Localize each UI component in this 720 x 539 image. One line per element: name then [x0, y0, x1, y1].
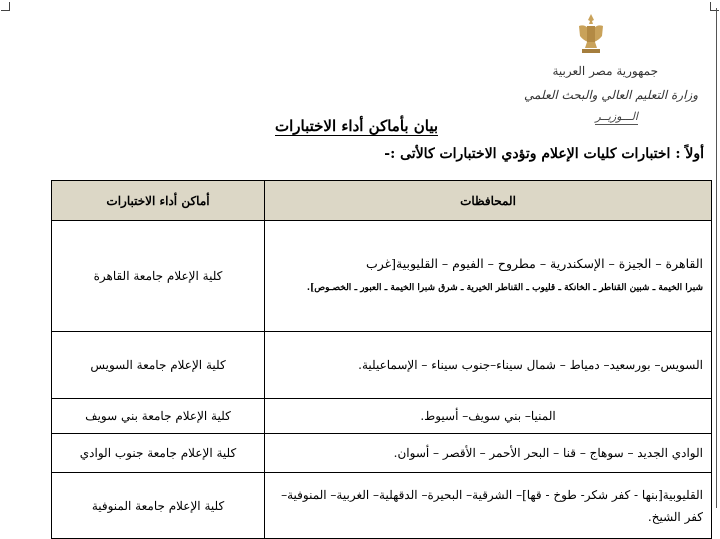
page-edge	[716, 8, 717, 508]
table-row	[52, 399, 712, 434]
venue-cell: كلية الإعلام جامعة جنوب الوادي	[52, 434, 265, 473]
letterhead-ministry: وزارة التعليم العالي والبحث العلمي	[524, 88, 698, 102]
letterhead-minister: الـــوزيــر	[595, 110, 638, 123]
governorates-cell: القليوبية[بنها - كفر شكر- طوخ - قها]– الشرقية– البحيرة– الدقهلية– الغربية– المنوفية– كفر الشيخ.	[265, 473, 712, 539]
exam-locations-table	[51, 180, 712, 539]
header-governorates: المحافظات	[265, 181, 712, 221]
table-row	[52, 434, 712, 473]
governorates-cell: المنيا– بني سويف– أسيوط.	[265, 399, 712, 434]
table-row	[52, 221, 712, 332]
venue-cell: كلية الإعلام جامعة بني سويف	[52, 399, 265, 434]
crop-mark-top-left	[1, 2, 10, 11]
venue-cell: كلية الإعلام جامعة القاهرة	[52, 221, 265, 332]
governorates-cell	[265, 221, 712, 332]
letterhead	[498, 12, 698, 124]
header-venues: أماكن أداء الاختبارات	[52, 181, 265, 221]
eagle-emblem-icon	[576, 12, 606, 58]
venue-cell: كلية الإعلام جامعة المنوفية	[52, 473, 265, 539]
table-header-row	[52, 181, 712, 221]
venue-cell: كلية الإعلام جامعة السويس	[52, 332, 265, 399]
governorates-subtext: شبرا الخيمة ـ شبين القناطر ـ الخانكة ـ قليوب ـ القناطر الخيرية ـ شرق شبرا الخيمة ـ العبور ـ الخصـوص].	[306, 283, 703, 293]
crop-mark-top-right	[710, 2, 719, 11]
governorates-cell: السويس– بورسعيد– دمياط – شمال سيناء–جنوب سيناء – الإسماعيلية.	[265, 332, 712, 399]
governorates-cell: الوادي الجديد – سوهاج – قنا – البحر الأحمر – الأقصر – أسوان.	[265, 434, 712, 473]
document-subtitle: أولاً : اختبارات كليات الإعلام وتؤدي الاختبارات كالأتى :-	[384, 146, 704, 162]
governorates-text: القاهرة – الجيزة – الإسكندرية – مطروح – الفيوم – القليوبية[غرب	[365, 256, 703, 271]
table-row	[52, 473, 712, 539]
document-title: بيان بأماكن أداء الاختبارات	[275, 117, 439, 135]
table-row	[52, 332, 712, 399]
letterhead-country: جمهورية مصر العربية	[552, 64, 658, 78]
